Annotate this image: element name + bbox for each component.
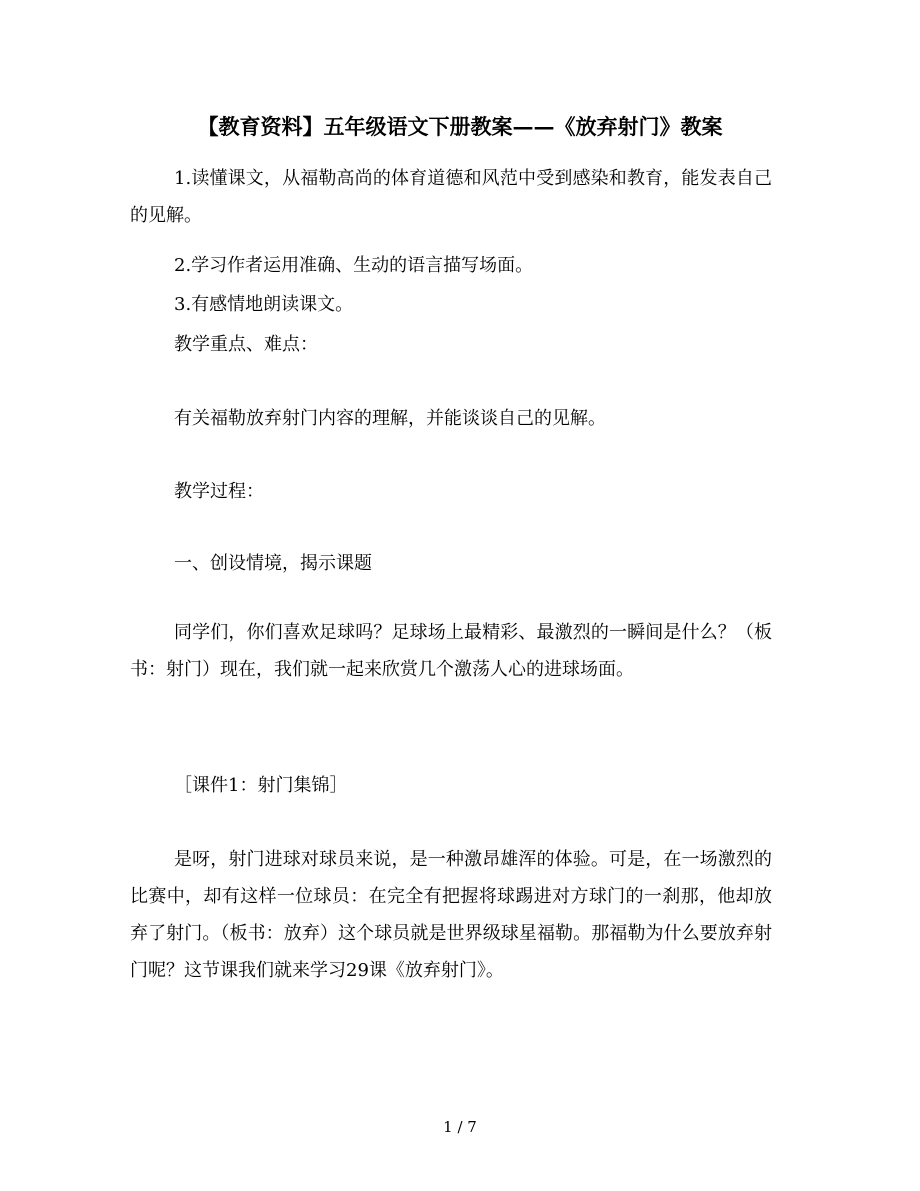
paragraph-key-points-heading: 教学重点、难点： (174, 334, 318, 355)
paragraph-courseware: ［课件1：射门集锦］ (174, 775, 348, 796)
document-title: 【教育资料】五年级语文下册教案——《放弃射门》教案 (197, 114, 723, 139)
paragraph-objective-1: 1.读懂课文，从福勒高尚的体育道德和风范中受到感染和教育，能发表自己的见解。 (130, 168, 772, 226)
paragraph-introduction: 同学们，你们喜欢足球吗？足球场上最精彩、最激烈的一瞬间是什么？（板书：射门）现在，我们就一起来欣赏几个激荡人心的进球场面。 (130, 622, 772, 680)
page-number: 1 / 7 (443, 1118, 477, 1136)
paragraph-objective-3: 3.有感情地朗读课文。 (174, 294, 354, 315)
paragraph-section-one-heading: 一、创设情境，揭示课题 (174, 553, 372, 574)
paragraph-objective-2: 2.学习作者运用准确、生动的语言描写场面。 (174, 255, 534, 276)
paragraph-key-points: 有关福勒放弃射门内容的理解，并能谈谈自己的见解。 (174, 408, 606, 429)
paragraph-process-heading: 教学过程： (174, 481, 264, 502)
paragraph-lesson-intro: 是呀，射门进球对球员来说，是一种激昂雄浑的体验。可是，在一场激烈的比赛中，却有这样一位球员：在完全有把握将球踢进对方球门的一刹那，他却放弃了射门。（板书：放弃）这个球员就是世界级球星福勒。那福勒为什么要放弃射门呢？这节课我们就来学习29课《放弃射门》。 (130, 849, 772, 981)
